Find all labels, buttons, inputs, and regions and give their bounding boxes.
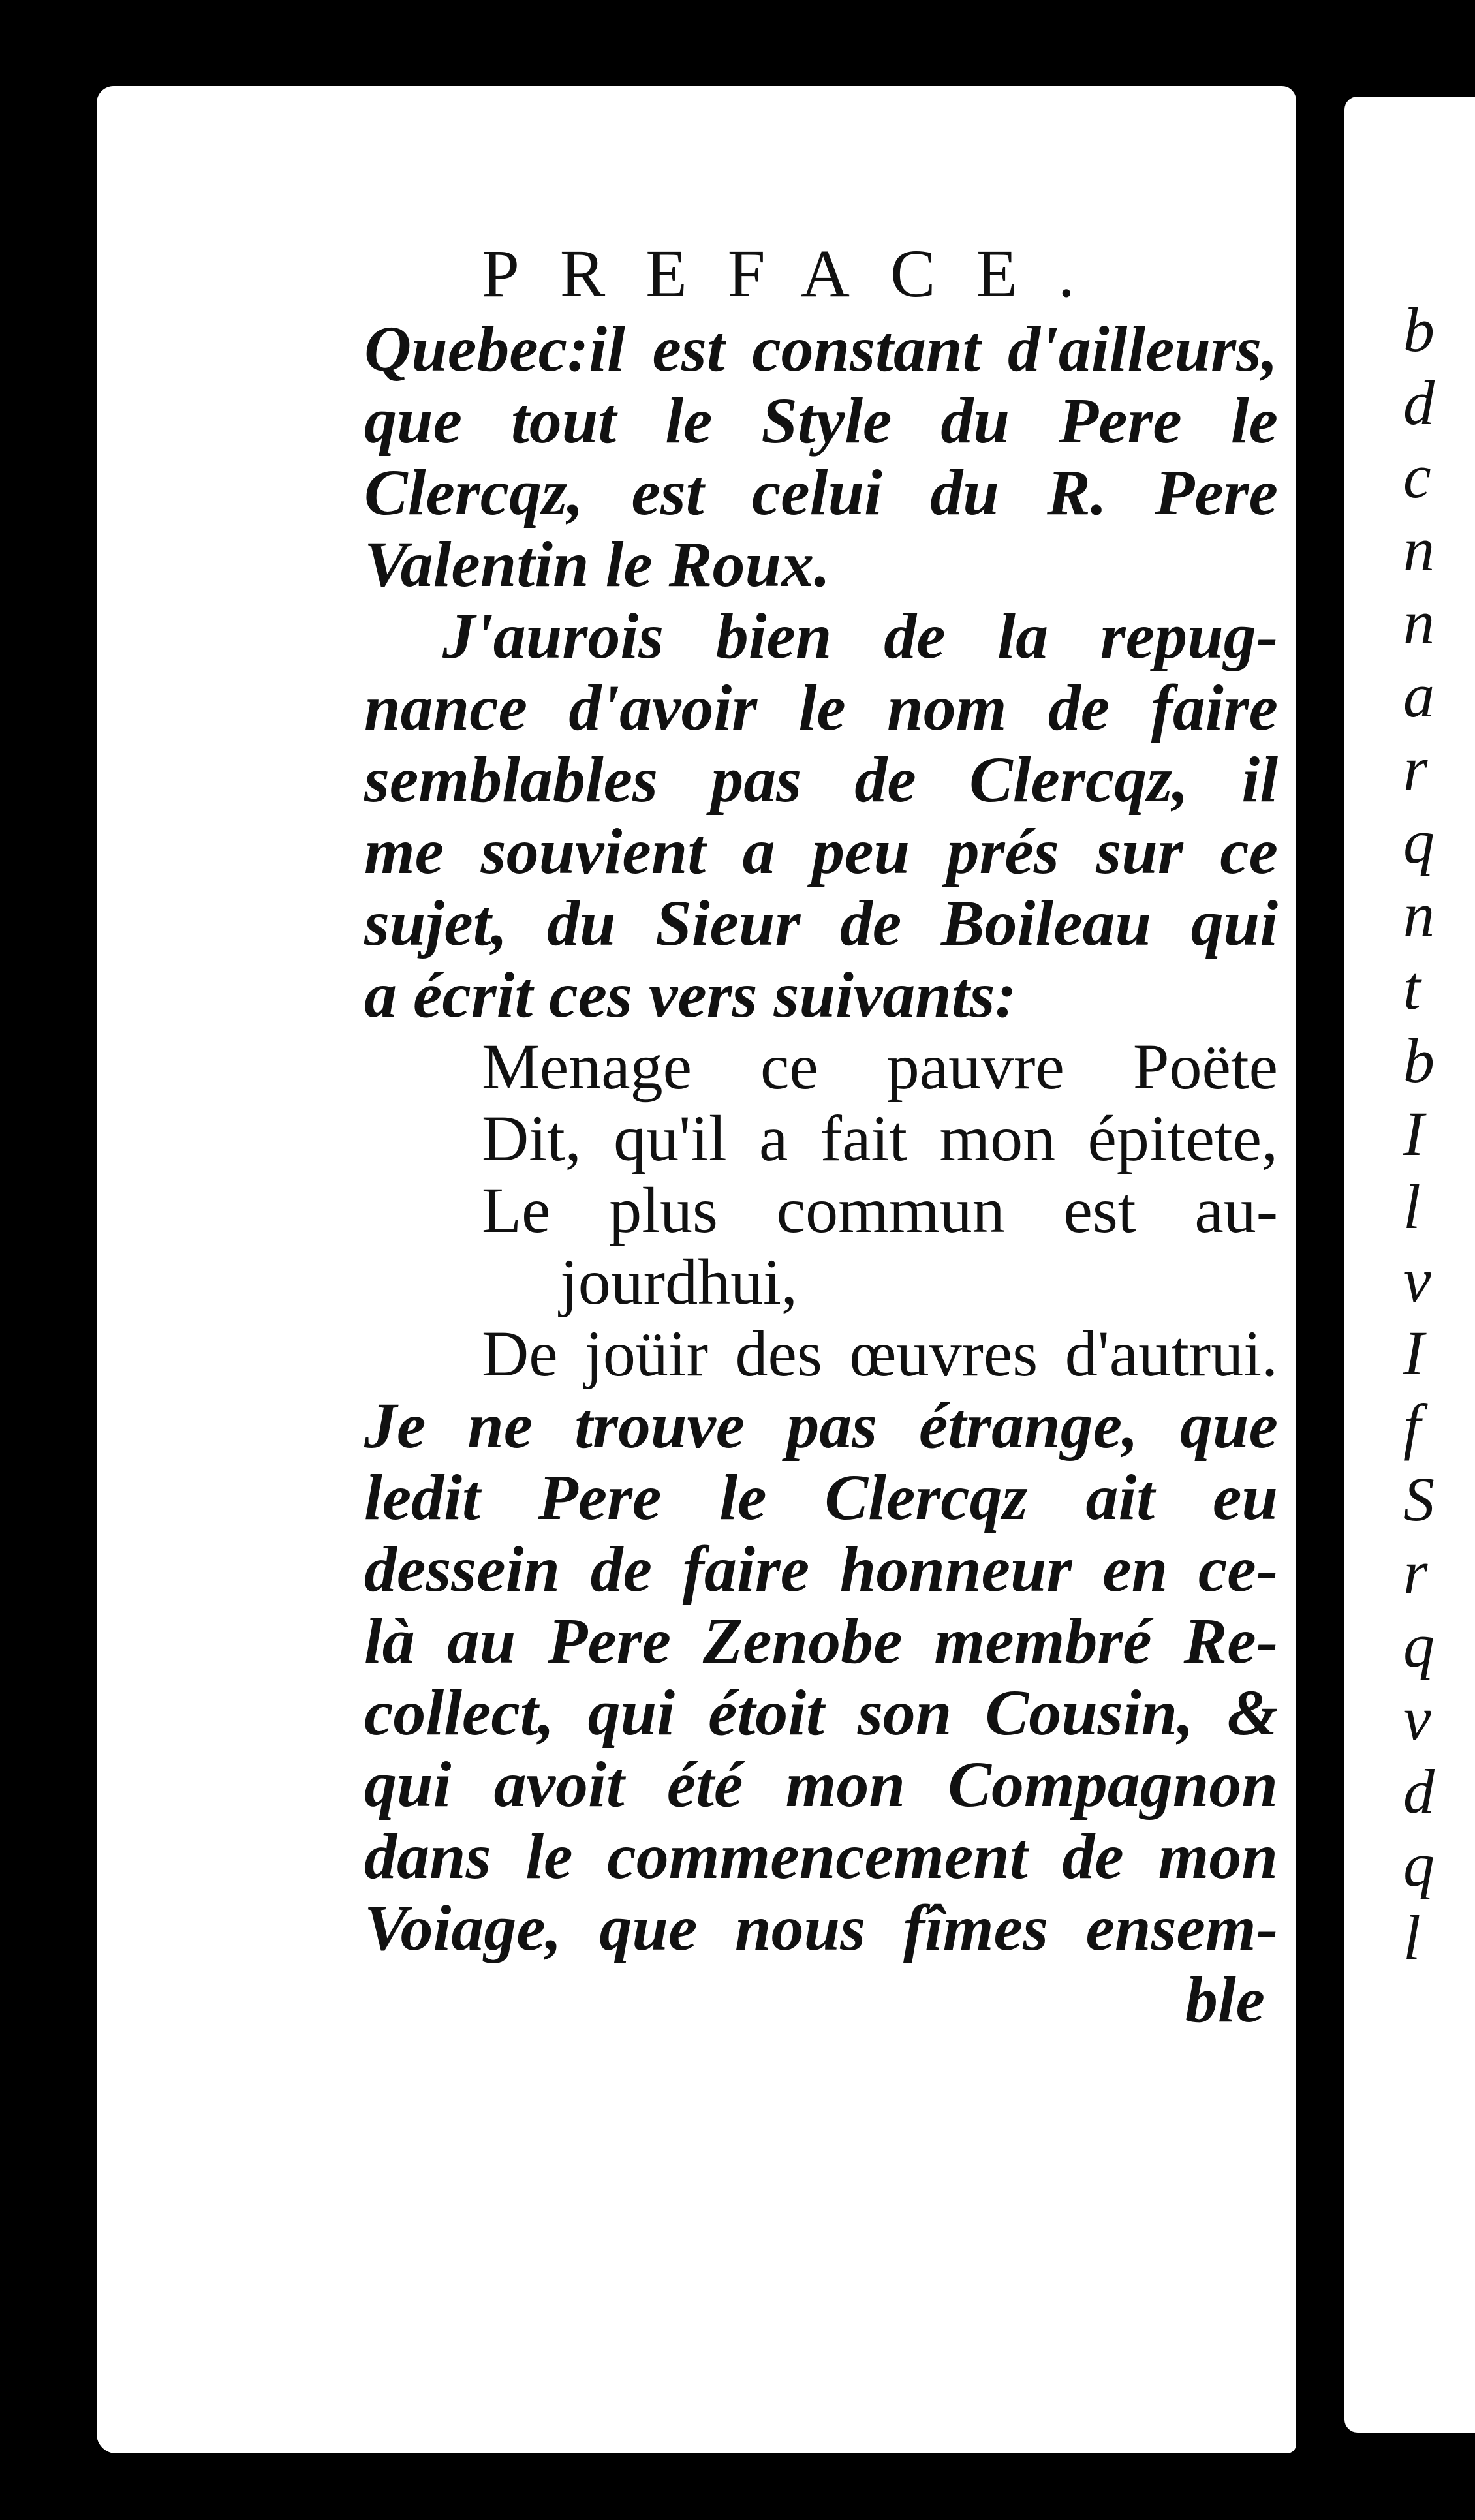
- facing-page-fragment: d: [1403, 368, 1435, 438]
- text-line: Quebec:il est constant d'ailleurs,: [364, 313, 1278, 385]
- facing-page-fragment: S: [1403, 1464, 1435, 1534]
- running-header: PREFACE.: [482, 236, 1115, 311]
- verse-line: Menage ce pauvre Poëte: [482, 1030, 1278, 1103]
- text-line: sujet, du Sieur de Boileau qui: [364, 887, 1278, 959]
- facing-page-fragment: d: [1403, 1757, 1435, 1826]
- facing-page-fragment: l: [1403, 1172, 1421, 1242]
- text-line: a écrit ces vers suivants:: [364, 959, 1017, 1031]
- text-line: Clercqz, est celui du R. Pere: [364, 456, 1278, 529]
- facing-page-fragment: b: [1403, 1026, 1435, 1096]
- verse-line: De joüir des œuvres d'autrui.: [482, 1317, 1278, 1390]
- facing-page-fragment: q: [1403, 1610, 1435, 1680]
- text-line: Valentin le Roux.: [364, 528, 831, 600]
- facing-page-fragment: n: [1403, 880, 1435, 949]
- facing-page-edge: [1344, 97, 1475, 2433]
- text-line: Je ne trouve pas étrange, que: [364, 1389, 1278, 1462]
- facing-page-fragment: r: [1403, 733, 1428, 803]
- facing-page-fragment: r: [1403, 1537, 1428, 1607]
- text-line: ledit Pere le Clercqz ait eu: [364, 1461, 1278, 1533]
- facing-page-fragment: n: [1403, 587, 1435, 657]
- catchword: ble: [1185, 1963, 1265, 2036]
- facing-page-fragment: n: [1403, 514, 1435, 584]
- text-line: J'aurois bien de la repug-: [442, 600, 1278, 672]
- facing-page-fragment: v: [1403, 1683, 1431, 1753]
- facing-page-fragment: a: [1403, 660, 1435, 730]
- text-line: semblables pas de Clercqz, il: [364, 743, 1278, 816]
- text-line: que tout le Style du Pere le: [364, 384, 1278, 457]
- facing-page-fragment: l: [1403, 1903, 1421, 1973]
- text-line: Voiage, que nous fîmes ensem-: [364, 1892, 1278, 1964]
- verse-line: Dit, qu'il a fait mon épitete,: [482, 1102, 1278, 1175]
- text-line: dans le commencement de mon: [364, 1820, 1278, 1892]
- facing-page-fragment: f: [1403, 1391, 1421, 1461]
- text-line: dessein de faire honneur en ce-: [364, 1533, 1278, 1605]
- facing-page-fragment: b: [1403, 295, 1435, 365]
- facing-page-fragment: I: [1403, 1318, 1424, 1388]
- verse-line: jourdhui,: [560, 1246, 798, 1318]
- text-line: là au Pere Zenobe membré Re-: [364, 1605, 1278, 1677]
- facing-page-fragment: q: [1403, 807, 1435, 876]
- facing-page-fragment: c: [1403, 441, 1431, 511]
- page-text: [364, 235, 1278, 2036]
- text-line: me souvient a peu prés sur ce: [364, 815, 1278, 887]
- text-line: collect, qui étoit son Cousin, &: [364, 1676, 1278, 1749]
- facing-page-fragment: I: [1403, 1099, 1424, 1169]
- text-line: nance d'avoir le nom de faire: [364, 671, 1278, 744]
- facing-page-fragment: v: [1403, 1245, 1431, 1315]
- facing-page-fragment: q: [1403, 1830, 1435, 1899]
- facing-page-fragment: t: [1403, 953, 1421, 1022]
- verse-line: Le plus commun est au-: [482, 1174, 1278, 1246]
- text-line: qui avoit été mon Compagnon: [364, 1748, 1278, 1821]
